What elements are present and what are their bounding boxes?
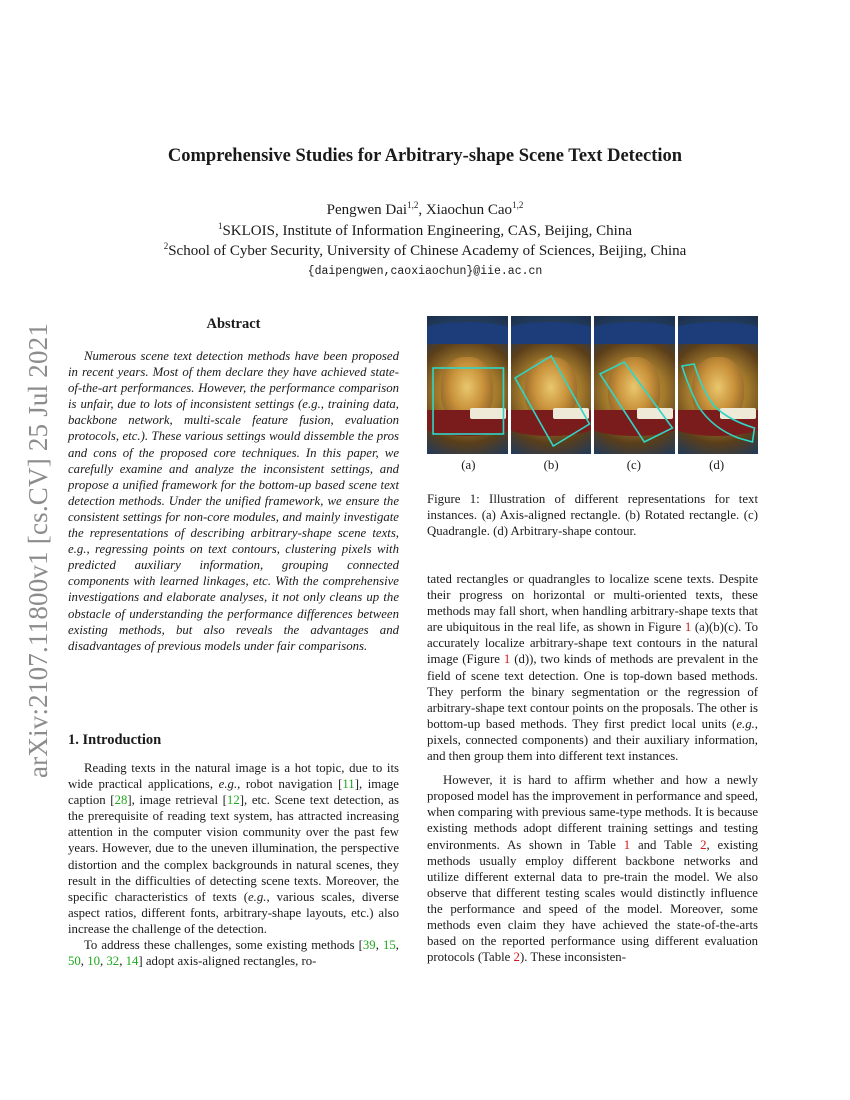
intro-text <box>68 760 399 969</box>
citation-link[interactable]: 12 <box>226 793 240 808</box>
citation-link[interactable]: 15 <box>382 938 396 953</box>
arxiv-stamp: arXiv:2107.11800v1 [cs.CV] 25 Jul 2021 <box>23 322 53 778</box>
rotated-box <box>511 316 592 454</box>
sublabel-b: (b) <box>543 458 559 472</box>
intro-heading: 1. Introduction <box>68 732 162 748</box>
right-column-text <box>427 571 758 965</box>
figure-1 <box>427 316 758 454</box>
sublabel-c: (c) <box>626 458 641 472</box>
figure-panel-b <box>511 316 592 454</box>
figure-sublabels <box>427 458 758 473</box>
figure-panel-d <box>678 316 759 454</box>
author-email: {daipengwen,caoxiaochun}@iie.ac.cn <box>307 264 543 278</box>
citation-link[interactable]: 28 <box>114 793 128 808</box>
right-paragraph-2: However, it is hard to affirm whether and how a newly proposed model has the improvement in performance and speed, when comparing with previous same-type methods. It is because existing methods adopt different training settings and testing environments. As shown in Table 1 and Table 2, existing methods usually employ different backbone networks and utilize different external data to pre-train the model. We also observe that different testing scales would distinctly influence the performance and speed of the model. Moreover, some methods even claim they have achieved the state-of-the-arts based on the reported performance using different evaluation protocols (Table 2). These inconsisten- <box>427 773 758 965</box>
figure-panel-c <box>594 316 675 454</box>
author-block <box>60 200 790 282</box>
figure-caption: Figure 1: Illustration of different representations for text instances. (a) Axis-aligned rectangle. (b) Rotated rectangle. (c) Quadrangle. (d) Arbitrary-shape contour. <box>427 492 758 539</box>
sublabel-a: (a) <box>461 458 476 472</box>
figure-ref-link[interactable]: 1 <box>503 652 511 667</box>
citation-link[interactable]: 14 <box>125 954 139 969</box>
affiliation-1: $^1$SKLOIS, Institute of Information Engineering, CAS, Beijing, China <box>217 220 633 239</box>
table-ref-link[interactable]: 1 <box>623 837 631 852</box>
abstract-heading: Abstract <box>206 316 261 332</box>
right-paragraph-1: tated rectangles or quadrangles to localize scene texts. Despite their progress on horizontal or multi-oriented texts, these methods may fall short, when handling arbitrary-shape texts that are ubiquitous in the real life, as shown in Figure 1 (a)(b)(c). To accurately localize arbitrary-shape text contours in the natural image (Figure 1 (d)), two kinds of methods are prevalent in the field of scene text detection. One is top-down based methods. They perform the binary segmentation or the regression of arbitrary-shape text contour points on the proposals. The other is bottom-up based methods. They first predict local units (e.g., pixels, connected components) and their auxiliary information, and then group them into different text instances. <box>427 572 759 764</box>
affiliation-2: $^2$School of Cyber Security, University of Chinese Academy of Sciences, Beijing, China <box>163 241 687 259</box>
quadrangle-box <box>594 316 675 454</box>
table-ref-link[interactable]: 2 <box>513 950 520 965</box>
paper-title: Comprehensive Studies for Arbitrary-shape Scene Text Detection <box>167 146 683 166</box>
author-names: Pengwen Dai$^{1,2}$, Xiaochun Cao$^{1,2}$ <box>326 200 524 218</box>
arbitrary-contour <box>678 316 759 454</box>
citation-link[interactable]: 10 <box>87 954 100 969</box>
citation-link[interactable]: 39 <box>362 938 376 953</box>
intro-paragraph-1: Reading texts in the natural image is a hot topic, due to its wide practical applications, e.g., robot navigation [11], image caption [28], image retrieval [12], etc. Scene text detection, as the prerequisite of reading text system, has attracted increasing attention in the computer vision community over the past few years. However, due to the uneven illumination, the perspective distortion and the complex backgrounds in natural scenes, they result in the difficulties of detecting scene texts. Moreover, the specific characteristics of texts (e.g., various scales, diverse aspect ratios, different fonts, arbitrary-shape layouts, etc.) also increase the challenge of the detection. <box>68 761 399 936</box>
axis-aligned-box <box>427 316 508 454</box>
citation-link[interactable]: 11 <box>342 777 355 792</box>
abstract-text: Numerous scene text detection methods have been proposed in recent years. Most of them declare they have achieved state-of-the-art performances. However, the performance comparison is unfair, due to lots of inconsistent settings (e.g., training data, backbone network, multi-scale feature fusion, evaluation protocols, etc.). These various settings would dissemble the pros and cons of the proposed core techniques. In this paper, we carefully examine and analyze the inconsistent settings, and propose a unified framework for the bottom-up based scene text detection methods. Under the unified framework, we ensure the consistent settings for non-core modules, and mainly investigate the representations of describing arbitrary-shape scene texts, e.g., regressing points on text contours, clustering pixels with predicted auxiliary information, grouping connected components with learned linkages, etc. With the comprehensive investigations and elaborate analyses, it not only cleans up the obstacle of understanding the performance differences between existing methods, but also reveals the advantages and disadvantages of previous models under fair comparisons. <box>68 349 399 653</box>
citation-link[interactable]: 50 <box>68 954 81 969</box>
table-ref-link[interactable]: 2 <box>700 837 707 852</box>
intro-paragraph-2: To address these challenges, some existing methods [39, 15, 50, 10, 32, 14] adopt axis-aligned rectangles, ro- <box>68 938 399 969</box>
figure-panel-a <box>427 316 508 454</box>
citation-link[interactable]: 32 <box>106 954 120 969</box>
sublabel-d: (d) <box>709 458 725 472</box>
figure-ref-link[interactable]: 1 <box>684 620 692 635</box>
